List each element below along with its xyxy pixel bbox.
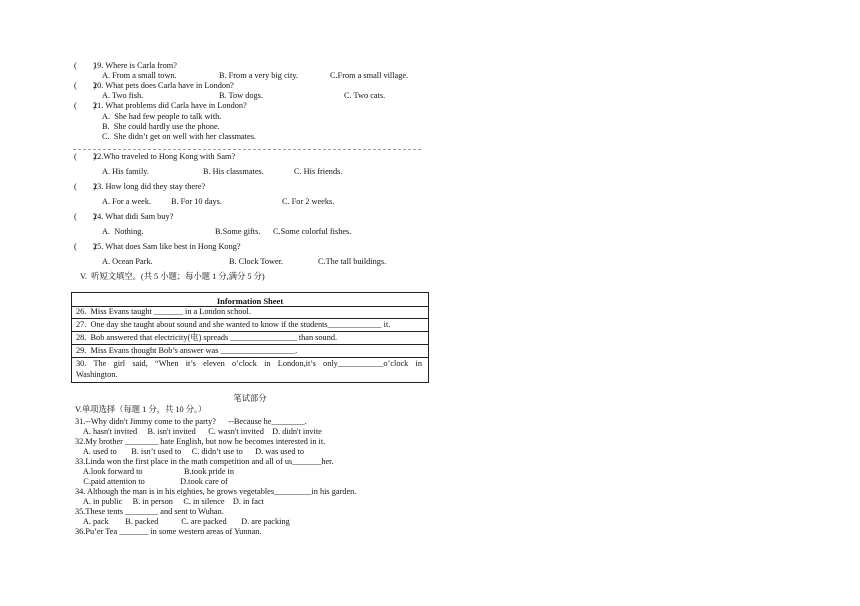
answer-blank-20[interactable]: ( ) <box>74 81 97 90</box>
section-vi-heading: V.单项选择（每题 1 分，共 10 分。） <box>75 405 207 414</box>
question-33: 33.Linda won the first place in the math competition and all of us_______her. <box>75 457 334 466</box>
answer-blank-22[interactable]: ( ) <box>74 152 97 161</box>
question-23-option-a: A. For a week. <box>102 197 152 206</box>
answer-blank-24[interactable]: ( ) <box>74 212 97 221</box>
question-20-option-b: B. Tow dogs. <box>219 91 263 100</box>
info-row-28[interactable]: 28. Bob answered that electricity(电) spreads ________________ than sound. <box>76 333 338 342</box>
question-25: 25. What does Sam like best in Hong Kong? <box>93 242 241 251</box>
question-20-option-c: C. Two cats. <box>344 91 386 100</box>
answer-blank-23[interactable]: ( ) <box>74 182 97 191</box>
information-sheet <box>71 292 429 383</box>
answer-blank-25[interactable]: ( ) <box>74 242 97 251</box>
section-v-heading: V. 听短文填空。(共 5 小题；每小题 1 分,满分 5 分) <box>80 272 265 281</box>
question-34: 34. Although the man is in his eighties, he grows vegetables_________in his garden. <box>75 487 357 496</box>
question-33-options-cd: C.paid attention to D.took care of <box>75 477 228 486</box>
question-22-option-a: A. His family. <box>102 167 149 176</box>
question-23-option-c: C. For 2 weeks. <box>282 197 335 206</box>
question-23: 23. How long did they stay there? <box>93 182 206 191</box>
question-21-option-b: B. She could hardly use the phone. <box>102 122 220 131</box>
question-22: 22.Who traveled to Hong Kong with Sam? <box>93 152 236 161</box>
question-31: 31.--Why didn't Jimmy come to the party? --Because he________. <box>75 417 307 426</box>
info-row-divider <box>72 318 428 319</box>
question-25-option-b: B. Clock Tower. <box>229 257 284 266</box>
question-19-option-a: A. From a small town. <box>102 71 177 80</box>
question-24-option-a: A. Nothing. <box>102 227 144 236</box>
info-row-divider <box>72 331 428 332</box>
question-34-options: A. in public B. in person C. in silence D. in fact <box>75 497 264 506</box>
question-19: 19. Where is Carla from? <box>93 61 177 70</box>
question-35-options: A. pack B. packed C. are packed D. are packing <box>75 517 290 526</box>
question-19-option-c: C.From a small village. <box>330 71 409 80</box>
question-22-option-c: C. His friends. <box>294 167 343 176</box>
question-20-option-a: A. Two fish. <box>102 91 144 100</box>
info-row-30[interactable]: 30. The girl said, “When it’s eleven o’clock in London,it’s only___________o’clock in <box>76 359 422 368</box>
question-24: 24. What didi Sam buy? <box>93 212 174 221</box>
question-32-options: A. used to B. isn’t used to C. didn’t use to D. was used to <box>75 447 305 456</box>
info-row-30-continued: Washington. <box>76 370 118 379</box>
question-23-option-b: B. For 10 days. <box>171 197 222 206</box>
information-sheet-title: Information Sheet <box>216 296 284 306</box>
question-25-option-a: A. Ocean Park. <box>102 257 153 266</box>
info-row-divider <box>72 357 428 358</box>
answer-blank-21[interactable]: ( ) <box>74 101 97 110</box>
question-21: 21. What problems did Carla have in London? <box>93 101 247 110</box>
question-22-option-b: B. His classmates. <box>203 167 264 176</box>
question-24-option-c: C.Some colorful fishes. <box>273 227 352 236</box>
section-divider <box>73 149 421 150</box>
question-21-option-a: A. She had few people to talk with. <box>102 112 222 121</box>
question-31-options: A. hasn't invited B. isn't invited C. wasn't invited D. didn't invite <box>75 427 322 436</box>
info-row-27[interactable]: 27. One day she taught about sound and she wanted to know if the students_____________ it. <box>76 320 391 329</box>
question-25-option-c: C.The tall buildings. <box>318 257 387 266</box>
info-row-29[interactable]: 29. Miss Evans thought Bob’s answer was __________________. <box>76 346 298 355</box>
info-row-26: 26. Miss Evans taught _______ in a London school. <box>76 307 251 316</box>
question-36: 36.Pu’er Tea _______ in some western areas of Yunnan. <box>75 527 262 536</box>
question-21-option-c: C. She didn’t get on well with her classmates. <box>102 132 257 141</box>
answer-blank-19[interactable]: ( ) <box>74 61 97 70</box>
question-35: 35.These tents ________ and sent to Wuhan. <box>75 507 224 516</box>
question-20: 20. What pets does Carla have in London? <box>93 81 234 90</box>
question-24-option-b: B.Some gifts. <box>215 227 261 236</box>
question-32: 32.My brother ________ hate English, but now he becomes interested in it. <box>75 437 326 446</box>
info-row-divider <box>72 344 428 345</box>
written-part-title: 笔试部分 <box>233 394 267 403</box>
question-19-option-b: B. From a very big city. <box>219 71 298 80</box>
question-33-options-ab: A.look forward to B.took pride in <box>75 467 235 476</box>
